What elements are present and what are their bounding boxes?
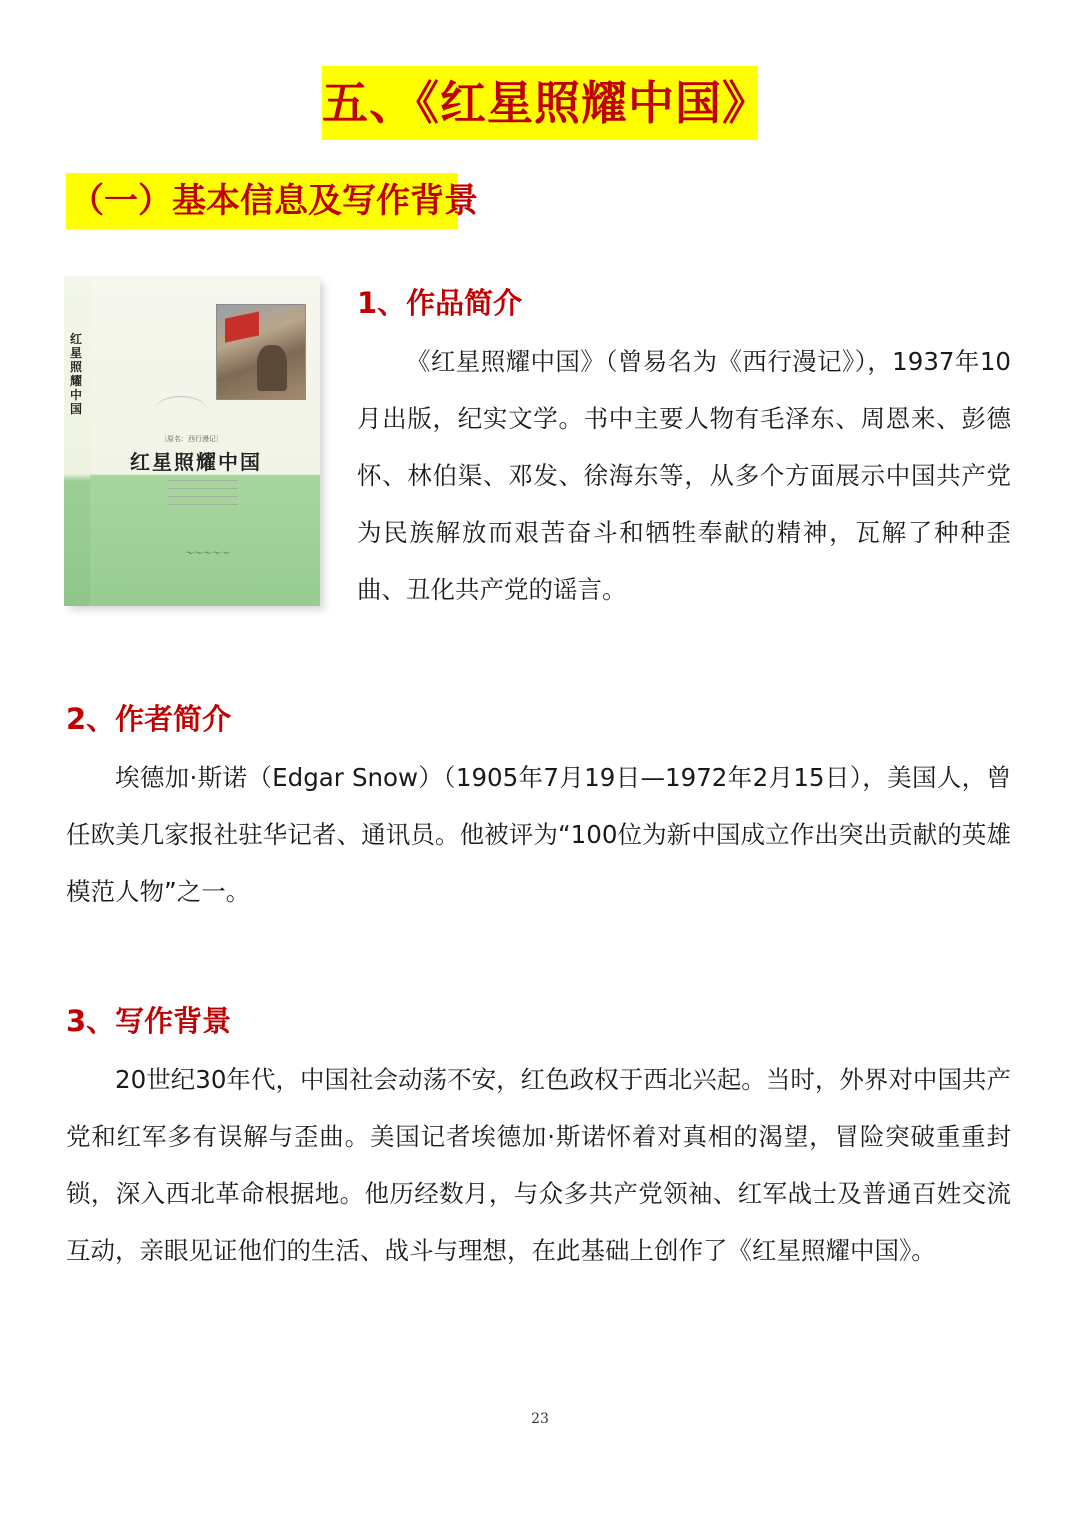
book-cover-title: 红星照耀中国 (130, 450, 262, 474)
section-body-background: 20世纪30年代，中国社会动荡不安，红色政权于西北兴起。当时，外界对中国共产党和红军多有误解与歪曲。美国记者埃德加·斯诺怀着对真相的渴望，冒险突破重重封锁，深入西北革命根据地。他历经数月，与众多共产党领袖、红军战士及普通百姓交流互动，亲眼见证他们的生活、战斗与理想，在此基础上创作了《红星照耀中国》。 (66, 1065, 1011, 1265)
book-original-name: 〔原名：西行漫记〕 (160, 435, 223, 443)
book-cover-image (64, 276, 324, 610)
author-lines (168, 480, 238, 506)
book-spine (64, 276, 91, 606)
red-flag-shape (225, 311, 259, 342)
publisher-logo: 〜〜〜〜〜 (184, 549, 230, 559)
book-spine-title: 红星照耀中国 (70, 332, 83, 416)
cover-illustration (216, 304, 306, 400)
section-body-intro: 《红星照耀中国》（曾易名为《西行漫记》），1937年10月出版，纪实文学。书中主要人物有毛泽东、周恩来、彭德怀、林伯渠、邓发、徐海东等，从多个方面展示中国共产党为民族解放而艰苦奋斗和牺牲奉献的精神，瓦解了种种歪曲、丑化共产党的谣言。 (357, 347, 1011, 604)
section-heading-background: 3、写作背景 (66, 1004, 232, 1038)
section-heading-intro: 1、作品简介 (357, 286, 523, 320)
section-title: （一）基本信息及写作背景 (66, 173, 458, 229)
page-title: 五、《红星照耀中国》 (322, 66, 758, 140)
figure-shape (257, 345, 287, 391)
cover-decoration (156, 396, 206, 421)
page-number: 23 (531, 1411, 549, 1427)
section-body-author: 埃德加·斯诺（Edgar Snow）（1905年7月19日—1972年2月15日），美国人，曾任欧美几家报社驻华记者、通讯员。他被评为“100位为新中国成立作出突出贡献的英雄模范人物”之一。 (66, 763, 1011, 906)
section-heading-author: 2、作者简介 (66, 702, 232, 736)
